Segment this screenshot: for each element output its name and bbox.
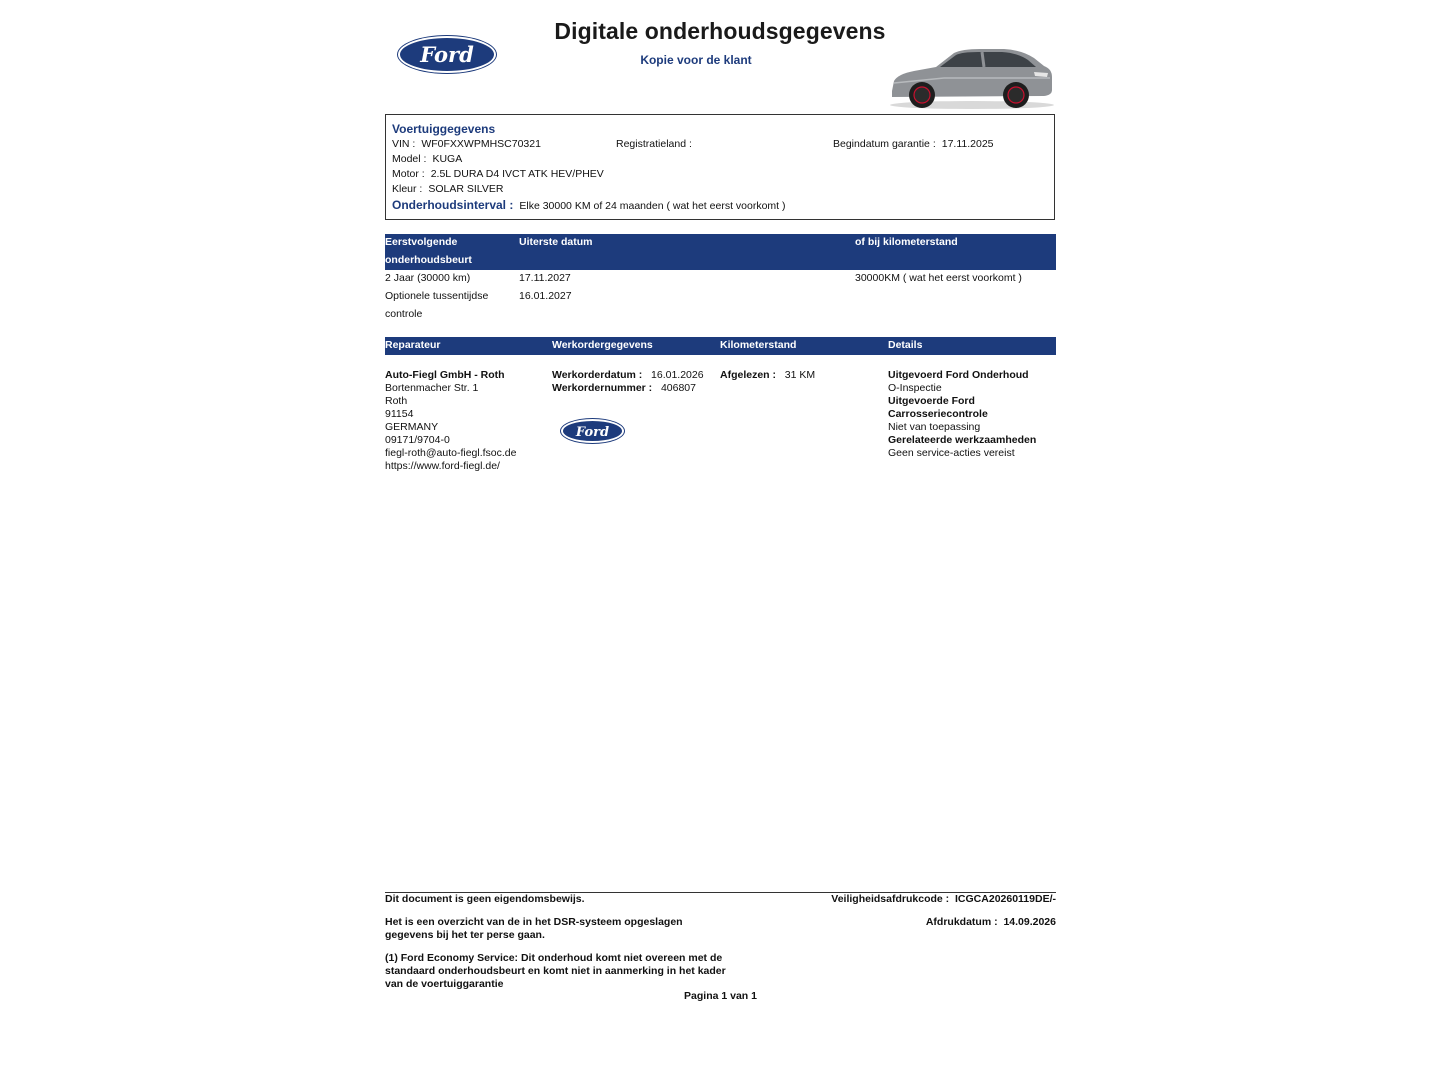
car-image — [884, 44, 1056, 110]
model-row — [392, 153, 462, 165]
print-date: 14.09.2026 — [1003, 916, 1056, 928]
page-subtitle: Kopie voor de klant — [640, 53, 752, 67]
engine-label: Motor : — [392, 168, 425, 180]
details-value-3: Geen service-acties vereist — [888, 447, 1015, 459]
footer-economy-line2: standaard onderhoudsbeurt en komt niet in aanmerking in het kader — [385, 965, 726, 977]
vin-label: VIN : — [392, 138, 416, 150]
details-heading-2-line2: Carrosseriecontrole — [888, 408, 988, 420]
dealer-country: GERMANY — [385, 421, 439, 433]
warranty-label: Begindatum garantie : — [833, 138, 936, 150]
footer-disclaimer: Dit document is geen eigendomsbewijs. — [385, 893, 585, 905]
color-row — [392, 183, 503, 195]
vin-value: WF0FXXWPMHSC70321 — [421, 138, 541, 150]
dealer-city: Roth — [385, 395, 408, 407]
next-service-row2-type: Optionele tussentijdse — [385, 290, 489, 302]
col-header-details: Details — [888, 339, 923, 351]
color-label: Kleur : — [392, 183, 423, 195]
col-header-mileage: Kilometerstand — [720, 339, 797, 351]
ford-logo-text: Ford — [420, 42, 474, 67]
col-header-workorder: Werkordergegevens — [552, 339, 653, 351]
next-service-col2-header: Uiterste datum — [519, 236, 593, 248]
footer-economy-line3: van de voertuiggarantie — [385, 978, 504, 990]
interval-value: Elke 30000 KM of 24 maanden ( wat het eerst voorkomt ) — [519, 200, 786, 212]
service-record-header — [385, 337, 1056, 355]
reg-country-label: Registratieland : — [616, 138, 692, 150]
footer-overview-line2: gegevens bij het ter perse gaan. — [385, 929, 545, 941]
dealer-street: Bortenmacher Str. 1 — [385, 382, 479, 394]
workorder-date-label: Werkorderdatum : — [552, 369, 643, 381]
details-heading-3: Gerelateerde werkzaamheden — [888, 434, 1037, 446]
page-title: Digitale onderhoudsgegevens — [554, 18, 886, 44]
details-value-1: O-Inspectie — [888, 382, 942, 394]
next-service-row1-type: 2 Jaar (30000 km) — [385, 272, 471, 284]
interval-row — [392, 198, 786, 212]
mileage-block — [720, 369, 815, 382]
ford-logo-small — [561, 419, 624, 443]
dealer-phone: 09171/9704-0 — [385, 434, 450, 446]
footer-overview-line1: Het is een overzicht van de in het DSR-systeem opgeslagen — [385, 916, 683, 928]
workorder-number-label: Werkordernummer : — [552, 382, 653, 394]
next-service-row1-date: 17.11.2027 — [519, 272, 571, 284]
print-date-label: Afdrukdatum : — [925, 916, 998, 928]
security-code: ICGCA20260119DE/- — [955, 893, 1056, 905]
next-service-col1-header-line2: onderhoudsbeurt — [385, 254, 472, 266]
interval-label: Onderhoudsinterval : — [392, 198, 514, 212]
footer-overview — [385, 916, 683, 942]
mileage-value: 31 KM — [784, 369, 816, 381]
next-service-col3-header: of bij kilometerstand — [855, 236, 958, 248]
details-heading-1: Uitgevoerd Ford Onderhoud — [888, 369, 1029, 381]
page-number: Pagina 1 van 1 — [684, 990, 757, 1002]
next-service-row2-type-line2: controle — [385, 308, 423, 320]
next-service-row2-date: 16.01.2027 — [519, 290, 572, 302]
next-service-row1-km: 30000KM ( wat het eerst voorkomt ) — [855, 272, 1022, 284]
next-service-col1-header: Eerstvolgende — [385, 236, 458, 248]
col-header-repairer: Reparateur — [385, 339, 441, 351]
warranty-row — [833, 138, 994, 150]
vin-row — [392, 138, 541, 150]
warranty-value: 17.11.2025 — [941, 138, 994, 150]
dealer-email: fiegl-roth@auto-fiegl.fsoc.de — [385, 447, 517, 459]
reg-country-row — [616, 138, 698, 150]
workorder-number: 406807 — [660, 382, 696, 394]
model-label: Model : — [392, 153, 427, 165]
vehicle-heading: Voertuiggegevens — [392, 122, 496, 136]
details-block — [888, 369, 1036, 460]
vehicle-info-box — [385, 114, 1055, 220]
color-value: SOLAR SILVER — [428, 183, 504, 195]
engine-value: 2.5L DURA D4 IVCT ATK HEV/PHEV — [430, 168, 604, 180]
ford-logo-small-text: Ford — [575, 425, 610, 440]
dealer-name: Auto-Fiegl GmbH - Roth — [385, 369, 505, 381]
dealer-block — [385, 369, 516, 473]
mileage-label: Afgelezen : — [720, 369, 777, 381]
security-code-label: Veiligheidsafdrukcode : — [831, 893, 950, 905]
workorder-date: 16.01.2026 — [651, 369, 704, 381]
model-value: KUGA — [432, 153, 463, 165]
print-date-row — [926, 916, 1056, 929]
details-heading-2: Uitgevoerde Ford — [888, 395, 975, 407]
footer-economy-note — [385, 952, 726, 991]
engine-row — [392, 168, 604, 180]
next-service-header — [385, 234, 1056, 270]
page-title-wrap — [0, 18, 1440, 45]
details-value-2: Niet van toepassing — [888, 421, 981, 433]
security-code-row — [831, 893, 1056, 906]
dealer-website: https://www.ford-fiegl.de/ — [385, 460, 500, 472]
dealer-zip: 91154 — [385, 408, 414, 420]
workorder-block — [552, 369, 704, 395]
footer-economy-line1: (1) Ford Economy Service: Dit onderhoud komt niet overeen met de — [385, 952, 723, 964]
